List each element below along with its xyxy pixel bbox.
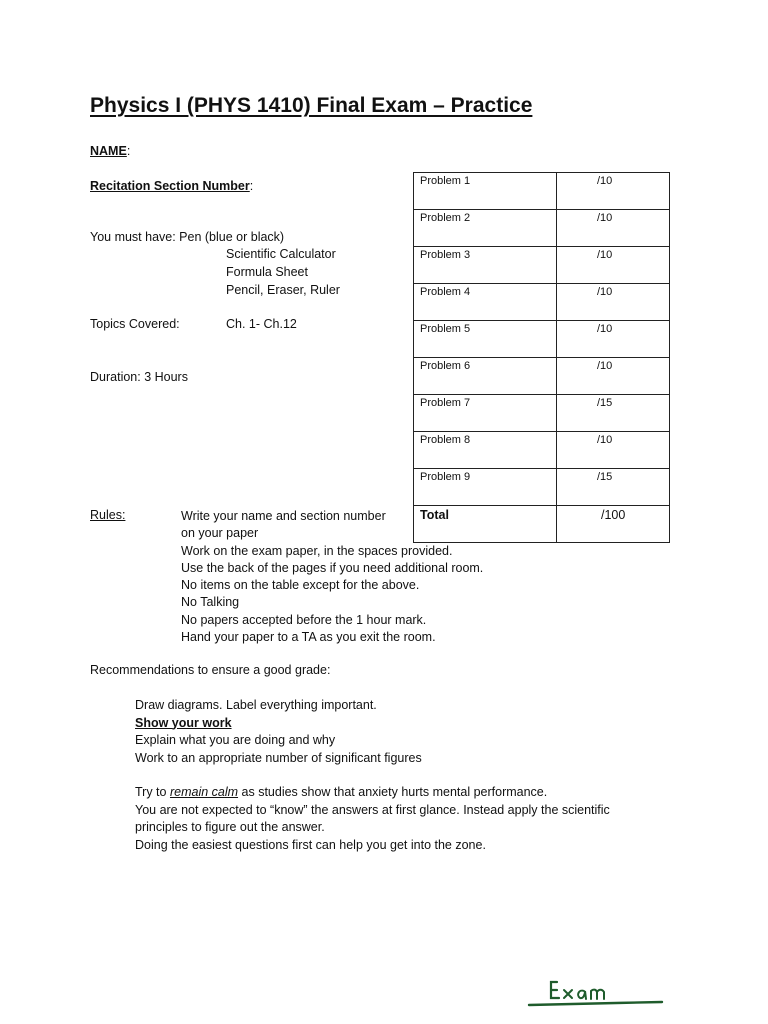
problem-label: Problem 6 — [414, 358, 557, 395]
score-table — [413, 172, 670, 543]
tip-calm-emphasis: remain calm — [169, 785, 239, 799]
problem-label: Problem 1 — [414, 173, 557, 210]
rules-label: Rules: — [90, 508, 126, 522]
section-label: Recitation Section Number — [90, 179, 250, 193]
problem-points: /10 — [556, 284, 669, 321]
tip-easiest: Doing the easiest questions first can help you get into the zone. — [135, 837, 486, 852]
problem-label: Problem 4 — [414, 284, 557, 321]
recommendation-item: Explain what you are doing and why — [135, 733, 336, 747]
section-colon: : — [249, 179, 254, 193]
must-have-item: Scientific Calculator — [226, 247, 336, 261]
name-colon: : — [126, 144, 131, 158]
topics-value: Ch. 1- Ch.12 — [226, 317, 297, 331]
problem-points: /10 — [556, 173, 669, 210]
tip-calm — [135, 784, 610, 802]
rule-item: No Talking — [181, 595, 240, 610]
problem-points: /10 — [556, 247, 669, 284]
recommendation-item: Work to an appropriate number of significant figures — [135, 750, 422, 765]
problem-points: /15 — [556, 395, 669, 432]
topics-label: Topics Covered: — [90, 317, 180, 331]
problem-points: /10 — [556, 432, 669, 469]
name-field — [90, 143, 130, 160]
rule-item: Use the back of the pages if you need additional room. — [181, 560, 484, 575]
must-have-item: Pencil, Eraser, Ruler — [226, 283, 340, 297]
problem-label: Problem 2 — [414, 210, 557, 247]
recommendations-heading: Recommendations to ensure a good grade: — [90, 663, 331, 677]
tip-calm-suffix: as studies show that anxiety hurts mental performance. — [238, 785, 548, 799]
handwritten-signature — [527, 972, 667, 1012]
table-row — [414, 395, 670, 432]
problem-points: /10 — [556, 321, 669, 358]
tip-know-line: principles to figure out the answer. — [135, 820, 325, 834]
table-row — [414, 284, 670, 321]
rule-item: Write your name and section number — [181, 509, 386, 523]
problem-label: Problem 9 — [414, 469, 557, 506]
table-row — [414, 432, 670, 469]
table-row — [414, 210, 670, 247]
recommendation-show-work: Show your work — [135, 715, 232, 730]
rule-item: Work on the exam paper, in the spaces provided. — [181, 543, 453, 558]
table-row — [414, 321, 670, 358]
must-have-label: You must have: Pen (blue or black) — [90, 230, 285, 244]
table-row — [414, 358, 670, 395]
recommendation-item: Draw diagrams. Label everything important. — [135, 698, 377, 712]
tip-calm-prefix: Try to — [135, 785, 170, 799]
section-field — [90, 178, 253, 195]
rule-item: on your paper — [181, 526, 259, 541]
table-row — [414, 173, 670, 210]
table-row — [414, 469, 670, 506]
rules-list — [181, 508, 483, 646]
problem-label: Problem 7 — [414, 395, 557, 432]
duration: Duration: 3 Hours — [90, 370, 188, 384]
name-label: NAME — [90, 144, 127, 158]
total-label: Total — [414, 506, 557, 543]
total-points: /100 — [556, 506, 669, 543]
rule-item: No items on the table except for the above. — [181, 578, 420, 593]
table-row — [414, 247, 670, 284]
rule-item: No papers accepted before the 1 hour mark. — [181, 612, 427, 627]
recommendations-list — [135, 697, 422, 767]
tips-list — [135, 784, 610, 854]
problem-label: Problem 3 — [414, 247, 557, 284]
problem-points: /15 — [556, 469, 669, 506]
rule-item: Hand your paper to a TA as you exit the room. — [181, 630, 436, 645]
tip-know-line: You are not expected to “know” the answers at first glance. Instead apply the scientific — [135, 802, 610, 817]
page-title: Physics I (PHYS 1410) Final Exam – Practice — [90, 94, 533, 117]
problem-points: /10 — [556, 210, 669, 247]
problem-label: Problem 5 — [414, 321, 557, 358]
must-have-item: Formula Sheet — [226, 265, 308, 279]
problem-points: /10 — [556, 358, 669, 395]
problem-label: Problem 8 — [414, 432, 557, 469]
